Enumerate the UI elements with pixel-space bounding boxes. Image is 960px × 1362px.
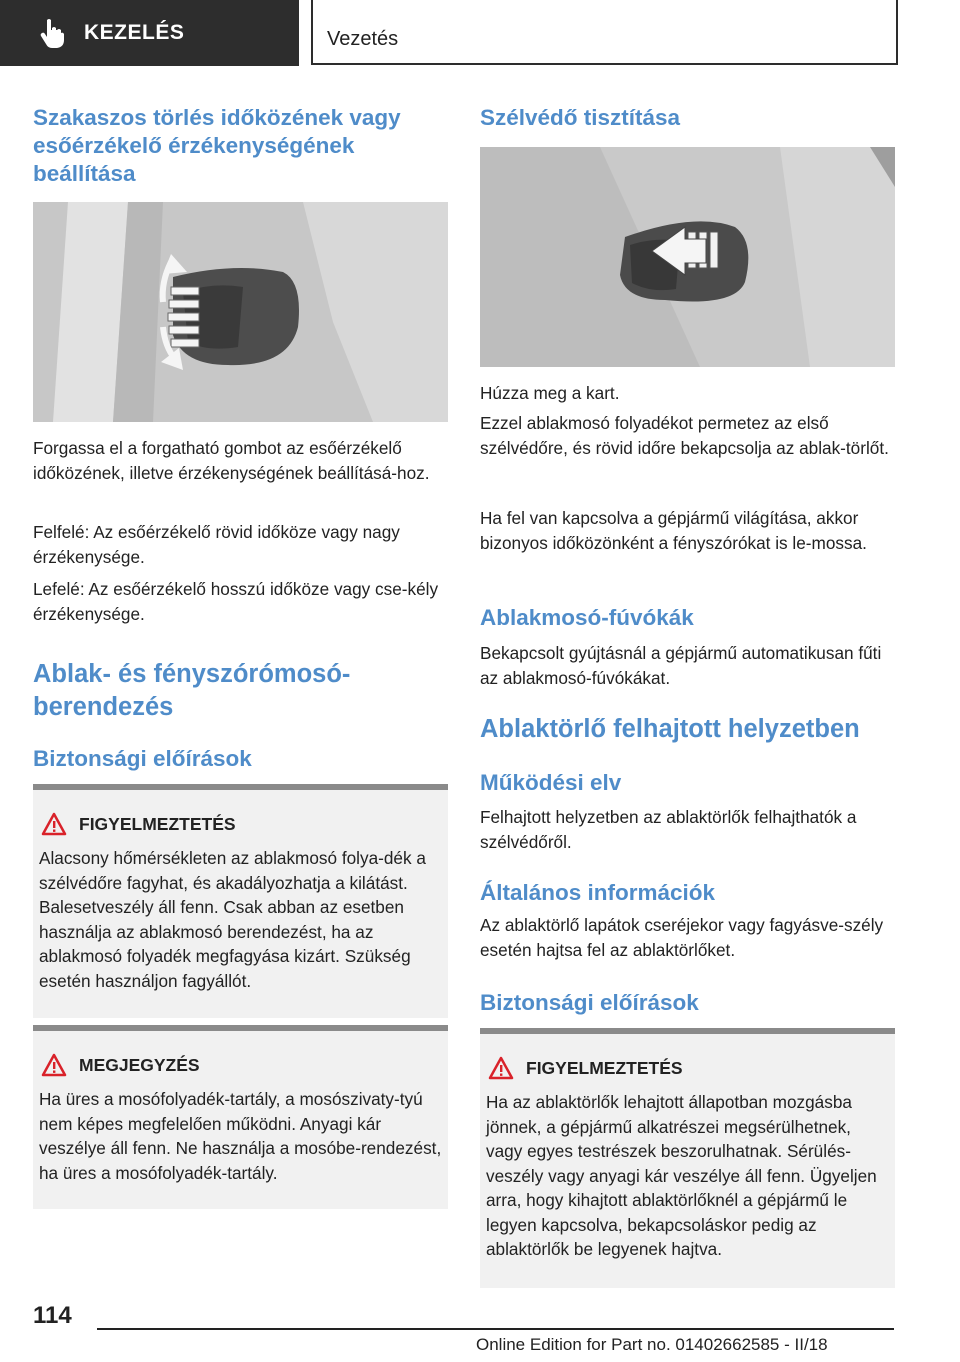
warning-title: FIGYELMEZTETÉS — [79, 814, 236, 834]
warning-text: Alacsony hőmérsékleten az ablakmosó folya-dék a szélvédőre fagyhat, és akadályozhatja a kilátást. Balesetveszély áll fenn. Csak abban az esetben használja az ablakmosó berendezést, ha az ablakmosó folyadék megfagyása kizárt. Szükség esetén használjon fagyállót. — [39, 848, 426, 991]
paragraph-up: Felfelé: Az esőérzékelő rövid időköze vagy nagy érzékenysége. — [33, 522, 400, 567]
heading-safety: Biztonsági előírások — [33, 746, 252, 771]
heading-clean: Szélvédő tisztítása — [480, 105, 681, 130]
paragraph-general: Az ablaktörlő lapátok cseréjekor vagy fagyásve-szély esetén hajtsa fel az ablaktörlőket. — [480, 915, 884, 960]
heading-principle: Működési elv — [480, 770, 622, 795]
paragraph-lights: Ha fel van kapcsolva a gépjármű világítása, akkor bizonyos időközönként a fényszórókat is le-mossa. — [480, 508, 867, 553]
warning-title-2: FIGYELMEZTETÉS — [526, 1058, 683, 1078]
paragraph-nozzles: Bekapcsolt gyújtásnál a gépjármű automatikusan fűti az ablakmosó-fúvókákat. — [480, 643, 882, 688]
warning-box — [33, 784, 448, 1018]
note-box — [33, 1025, 448, 1209]
figure-wiper-lever-illustration — [480, 147, 895, 367]
heading-interval: Szakaszos törlés időközének vagy esőérzékelő érzékenységének beállítása — [33, 105, 401, 186]
right-column — [480, 0, 895, 1300]
heading-safety-2: Biztonsági előírások — [480, 990, 699, 1015]
figure-wiper-lever — [480, 147, 895, 367]
heading-folded: Ablaktörlő felhajtott helyzetben — [480, 715, 860, 743]
heading-nozzles: Ablakmosó-fúvókák — [480, 605, 694, 630]
footer-rule — [97, 1328, 894, 1330]
paragraph-rotate: Forgassa el a forgatható gombot az esőérzékelő időközének, illetve érzékenységének beállításá-hoz. — [33, 438, 430, 483]
figure-rotary-knob-illustration — [33, 202, 448, 422]
paragraph-principle: Felhajtott helyzetben az ablaktörlők felhajthatók a szélvédőről. — [480, 807, 857, 852]
paragraph-down: Lefelé: Az esőérzékelő hosszú időköze vagy cse-kély érzékenysége. — [33, 579, 439, 624]
paragraph-pull: Húzza meg a kart. — [480, 383, 620, 403]
warning-text-2: Ha az ablaktörlők lehajtott állapotban mozgásba jönnek, a gépjármű alkatrészei megsérülhetnek, vagy egyes testrészek beszorulhatnak. Sérülés-veszély vagy anyagi kár veszélye áll fenn. Ügyeljen arra, hogy kihajtott ablaktörlőknél a gépjármű le legyen kapcsolva, bekapcsoláskor pedig az ablaktörlők be legyenek hajtva. — [486, 1092, 877, 1259]
warning-triangle-icon — [41, 1053, 67, 1077]
warning-box-2 — [480, 1028, 895, 1288]
heading-general: Általános információk — [480, 880, 716, 905]
figure-rotary-knob — [33, 202, 448, 422]
warning-triangle-icon — [488, 1056, 514, 1080]
heading-washer: Ablak- és fényszórómosó-berendezés — [33, 660, 351, 721]
section-title: Vezetés — [327, 28, 399, 50]
paragraph-spray: Ezzel ablakmosó folyadékot permetez az első szélvédőre, és rövid időre bekapcsolja az ablak-törlőt. — [480, 413, 889, 458]
note-text: Ha üres a mosófolyadék-tartály, a mosószivaty-tyú nem képes megfelelően működni. Anyagi kár veszélye áll fenn. Ne használja a mosóbe-rendezést, ha üres a mosófolyadék-tartály. — [39, 1089, 442, 1183]
page-number: 114 — [33, 1302, 72, 1329]
left-column — [33, 0, 448, 1300]
warning-triangle-icon — [41, 812, 67, 836]
chapter-title: KEZELÉS — [84, 21, 185, 44]
note-title: MEGJEGYZÉS — [79, 1055, 200, 1075]
footer-edition: Online Edition for Part no. 01402662585 - II/18 — [476, 1335, 828, 1354]
